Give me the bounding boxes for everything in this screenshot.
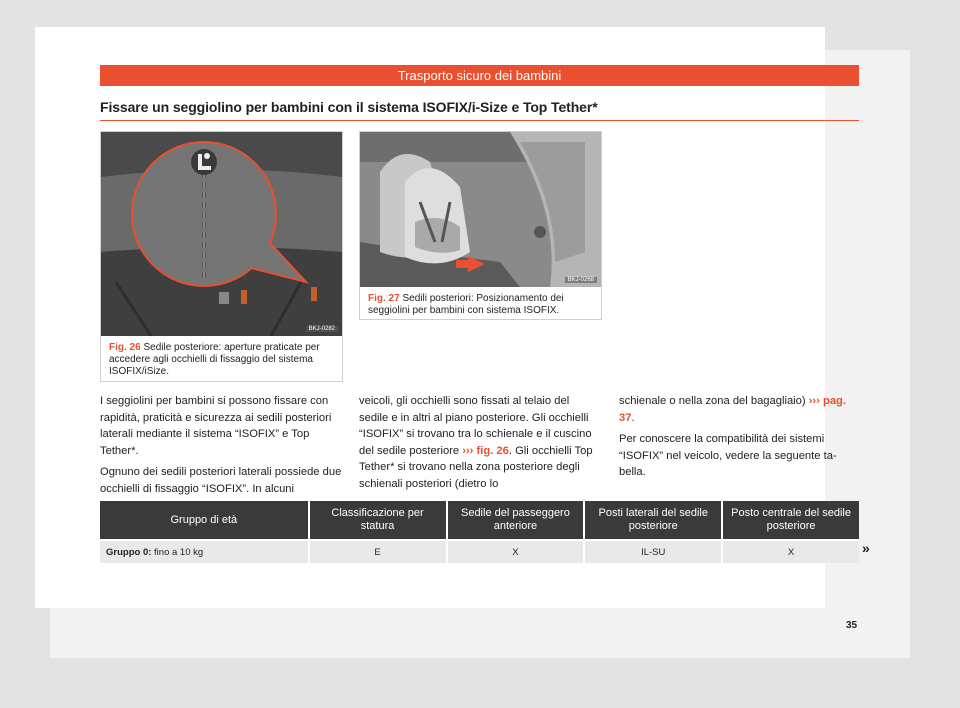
- header-height-class: Classificazione per statura: [310, 501, 448, 539]
- caption-text: Sedile posteriore: aperture praticate per accedere agli occhielli di fissaggio del sistema ISOFIX/iSize.: [109, 342, 320, 377]
- paragraph: schienale o nella zona del bagagliaio) ››› pag. 37.: [619, 395, 846, 424]
- cell-group: Gruppo 0: fino a 10 kg: [100, 539, 310, 563]
- figure-number: Fig. 26: [109, 342, 141, 353]
- cell-rear-center: X: [723, 539, 859, 563]
- header-rear-lateral: Posti laterali del sedile posteriore: [585, 501, 723, 539]
- cell-height-class: E: [310, 539, 448, 563]
- header-age-group: Gruppo di età: [100, 501, 310, 539]
- header-rear-center: Posto centrale del sedile posteriore: [723, 501, 859, 539]
- figure-26-caption: [101, 336, 342, 384]
- page-number: 35: [846, 620, 858, 631]
- figure-27-caption: [360, 287, 601, 323]
- paragraph: Per conoscere la compatibilità dei sistemi “ISOFIX” nel veicolo, vedere la seguente tabella.: [619, 433, 837, 478]
- figure-number: Fig. 27: [368, 293, 400, 304]
- paragraph: Ognuno dei sedili posteriori laterali possiede due occhielli di fissaggio “ISOFIX”. In alcuni: [100, 466, 342, 495]
- text-column-3: [619, 393, 859, 486]
- page-title: Fissare un seggiolino per bambini con il sistema ISOFIX/i-Size e Top Tether*: [100, 99, 598, 115]
- continue-mark: »: [862, 540, 870, 556]
- page-37-link[interactable]: ››› pag. 37: [619, 395, 846, 424]
- cell-front-passenger: X: [448, 539, 586, 563]
- figure-26-link[interactable]: ››› fig. 26: [462, 444, 509, 457]
- paragraph: veicoli, gli occhielli sono fissati al telaio del sedile e in altri al piano posteriore. Gli occhielli “ISOFIX” si trovano tra lo schienale e il cuscino del sedile posteriore ››› fig. 26. Gli occhielli Top Tether* si trovano nella zona posteriore degli schienali posteriori (dietro lo: [359, 395, 593, 490]
- isofix-seat-icon: [191, 149, 217, 175]
- header-front-passenger: Sedile del passeggero anteriore: [448, 501, 586, 539]
- section-header: Trasporto sicuro dei bambini: [100, 65, 859, 86]
- seat-isofix-illustration: [101, 132, 342, 336]
- text-column-2: [359, 393, 601, 497]
- paragraph: I seggiolini per bambini si possono fissare con rapidità, praticità e sicurezza ai sedili posteriori laterali mediante il sistema “ISOFIX” e Top Tether*.: [100, 395, 332, 457]
- caption-text: Sedili posteriori: Posizionamento dei seggiolini per bambini con sistema ISOFIX.: [368, 293, 564, 316]
- table-row: [100, 539, 859, 563]
- figure-code: BKJ-0282: [306, 326, 338, 332]
- table-header-row: [100, 501, 859, 539]
- figure-code: BKJ-0268: [565, 277, 597, 283]
- figure-26: [100, 131, 343, 382]
- isofix-compatibility-table: [100, 501, 859, 563]
- title-divider: [100, 120, 859, 121]
- text-column-1: [100, 393, 342, 502]
- figure-27: [359, 131, 602, 320]
- child-seat-illustration: [360, 132, 601, 287]
- cell-rear-lateral: IL-SU: [585, 539, 723, 563]
